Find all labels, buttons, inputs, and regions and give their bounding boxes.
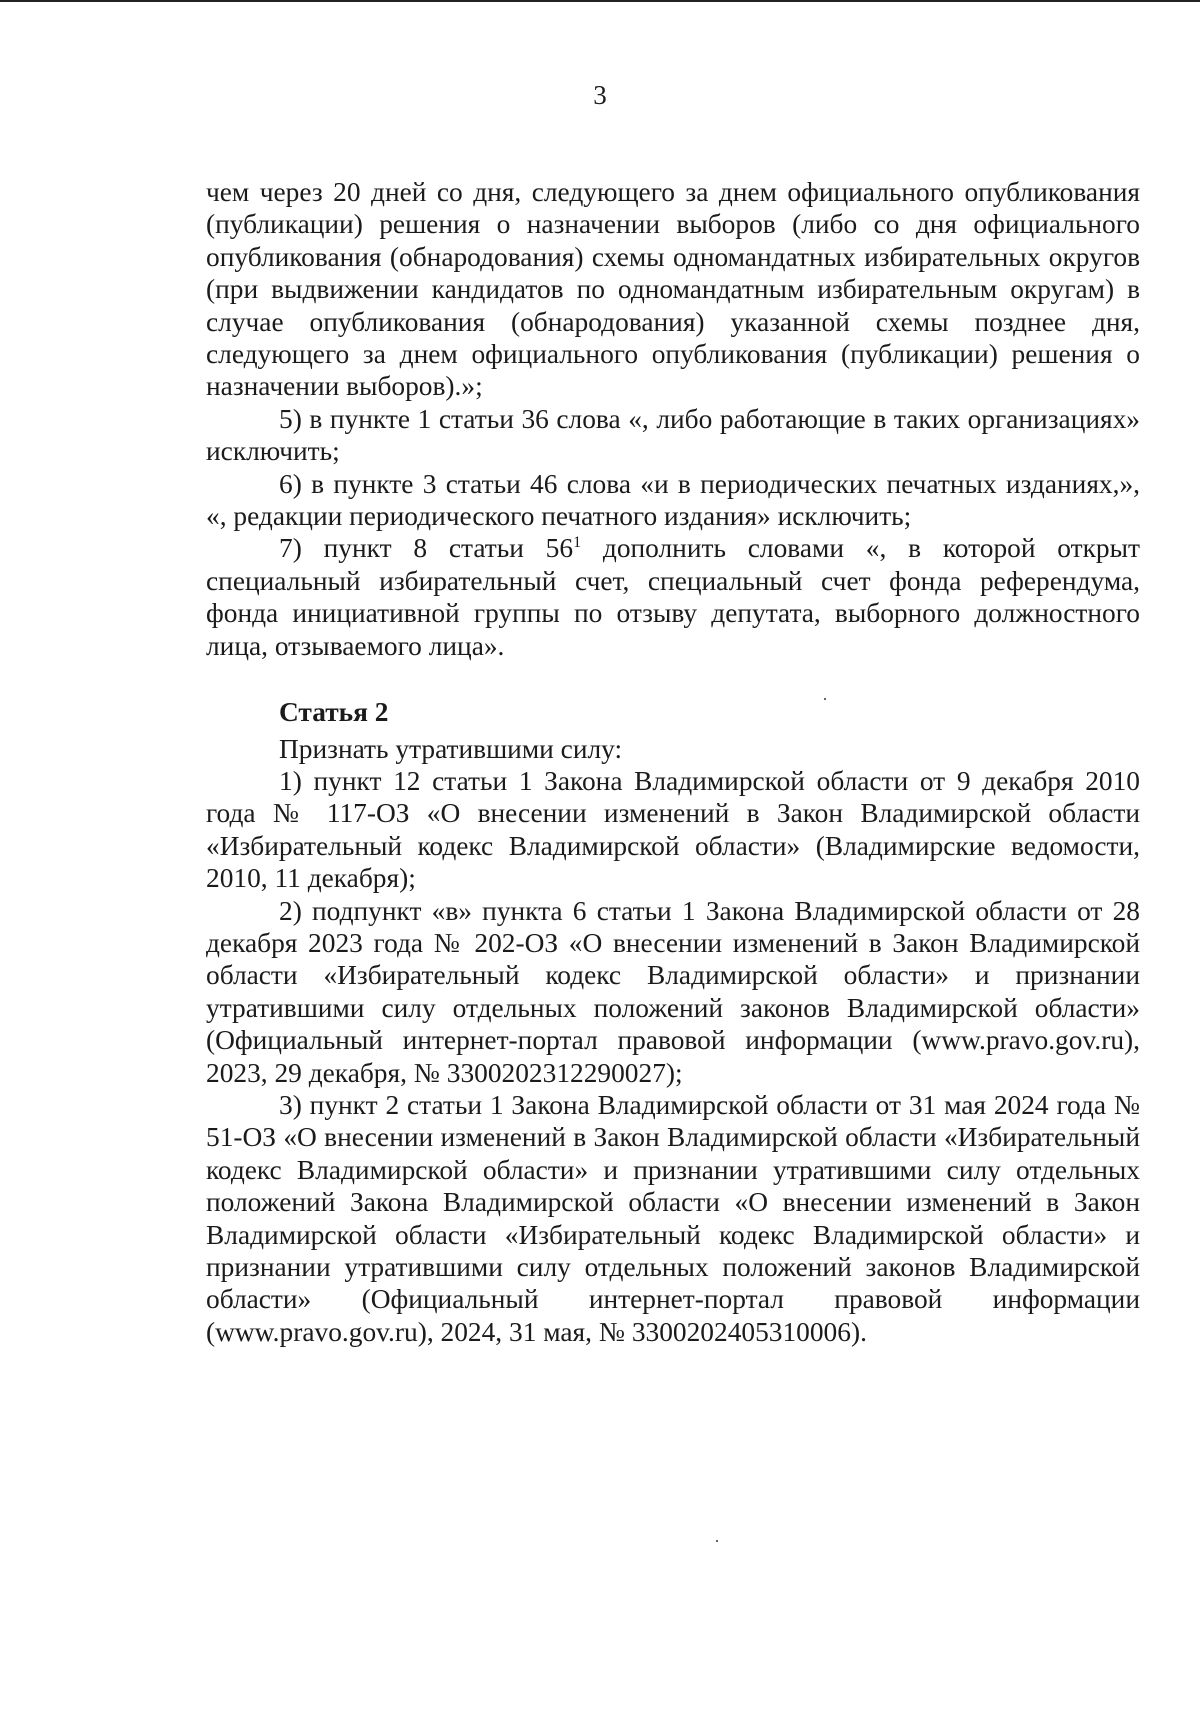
item-7-text-start: 7) пункт 8 статьи 56 — [279, 533, 574, 564]
scan-speck — [824, 698, 826, 700]
page-number: 3 — [593, 80, 607, 110]
scan-speck — [716, 1540, 718, 1542]
amendment-item-5: 5) в пункте 1 статьи 36 слова «, либо работающие в таких организациях» исключить; — [206, 403, 1140, 467]
repeal-item-3: 3) пункт 2 статьи 1 Закона Владимирской области от 31 мая 2024 года № 51-ОЗ «О внесении изменений в Закон Владимирской области «Избирательный кодекс Владимирской области» и признании утратившими силу отдельных положений Закона Владимирской области «О внесении изменений в Закон Владимирской области «Избирательный кодекс Владимирской области» и признании утратившими силу отдельных положений законов Владимирской области» (Официальный интернет-портал правовой информации (www.pravo.gov.ru), 2024, 31 мая, № 3300202405310006). — [206, 1089, 1140, 1347]
article-2-intro: Признать утратившими силу: — [279, 733, 623, 764]
article-superscript: 1 — [573, 534, 582, 552]
item-7-text-end: дополнить словами «, в которой открыт специальный избирательный счет, специальный счет фонда референдума, фонда инициативной группы по отзыву депутата, выборного должностного лица, отзываемого лица». — [206, 533, 1140, 661]
amendment-item-7 — [206, 532, 1140, 662]
scan-top-edge — [0, 0, 1200, 2]
document-body — [206, 176, 1140, 1348]
continuation-paragraph: чем через 20 дней со дня, следующего за днем официального опубликования (публикации) решения о назначении выборов (либо со дня официального опубликования (обнародования) схемы одномандатных избирательных округов (при выдвижении кандидатов по одномандатным избирательным округам) в случае опубликования (обнародования) указанной схемы позднее дня, следующего за днем официального опубликования (публикации) решения о назначении выборов).»; — [206, 177, 1140, 402]
repeal-item-2: 2) подпункт «в» пункта 6 статьи 1 Закона Владимирской области от 28 декабря 2023 года № 202-ОЗ «О внесении изменений в Закон Владимирской области «Избирательный кодекс Владимирской области» и признании утратившими силу отдельных положений законов Владимирской области» (Официальный интернет-портал правовой информации (www.pravo.gov.ru), 2023, 29 декабря, № 3300202312290027); — [206, 895, 1140, 1088]
article-2-heading: Статья 2 — [279, 697, 389, 728]
amendment-item-6: 6) в пункте 3 статьи 46 слова «и в периодических печатных изданиях,», «, редакции периодического печатного издания» исключить; — [206, 468, 1140, 532]
repeal-item-1: 1) пункт 12 статьи 1 Закона Владимирской области от 9 декабря 2010 года № 117-ОЗ «О внесении изменений в Закон Владимирской области «Избирательный кодекс Владимирской области» (Владимирские ведомости, 2010, 11 декабря); — [206, 765, 1140, 894]
